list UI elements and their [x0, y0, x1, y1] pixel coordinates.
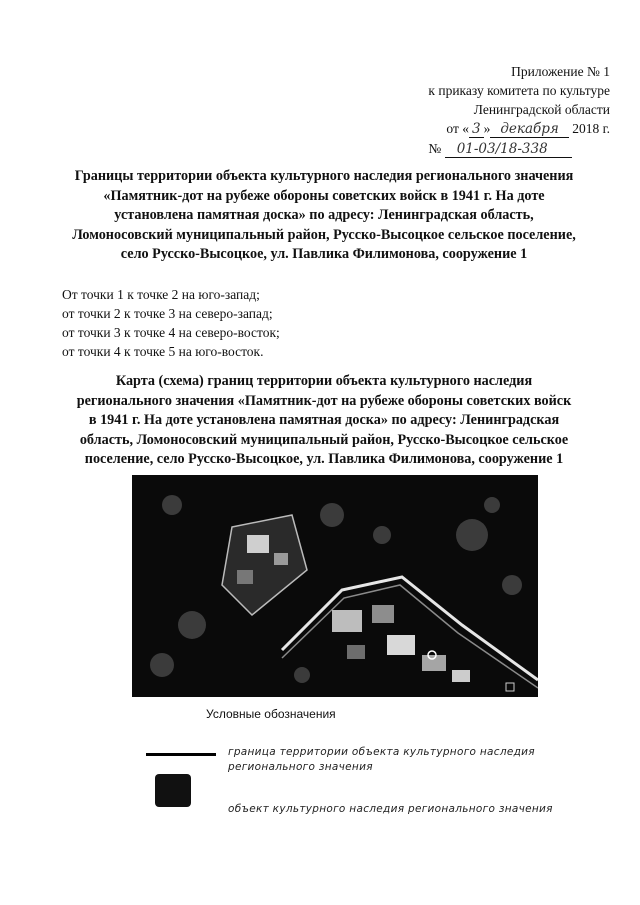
- title-line: Ломоносовский муниципальный район, Русско-Высоцкое сельское поселение,: [72, 226, 576, 243]
- legend-object-label: объект культурного наследия регионального значения: [228, 803, 553, 815]
- map-title-line: поселение, село Русско-Высоцкое, ул. Павлика Филимонова, сооружение 1: [84, 451, 564, 467]
- appendix-order-number: [428, 139, 610, 159]
- legend-boundary-line1: граница территории объекта культурного наследия: [228, 746, 535, 758]
- aerial-map: [132, 475, 538, 697]
- number-prefix: №: [428, 141, 442, 156]
- date-year: 2018 г.: [572, 121, 610, 136]
- map-title-line: область, Ломоносовский муниципальный район, Русско-Высоцкое сельское: [79, 431, 569, 448]
- legend-boundary-label: [228, 745, 535, 775]
- map-title-line: в 1941 г. На доте установлена памятная доска» по адресу: Ленинградская: [88, 412, 560, 428]
- date-month: декабря: [490, 121, 568, 138]
- building: [452, 670, 470, 682]
- list-item: от точки 3 к точке 4 на северо-восток;: [62, 325, 280, 340]
- title-line: Границы территории объекта культурного наследия регионального значения: [74, 168, 574, 184]
- building: [237, 570, 253, 584]
- list-item: От точки 1 к точке 2 на юго-запад;: [62, 287, 260, 302]
- building: [422, 655, 446, 671]
- building: [332, 610, 362, 632]
- appendix-block: [428, 62, 610, 159]
- appendix-region: Ленинградской области: [473, 102, 610, 117]
- boundary-points-list: [62, 285, 280, 361]
- legend-title: Условные обозначения: [206, 707, 336, 721]
- list-item: от точки 4 к точке 5 на юго-восток.: [62, 344, 264, 359]
- appendix-date: [428, 119, 610, 139]
- map-title-line: Карта (схема) границ территории объекта культурного наследия: [115, 373, 533, 389]
- building: [372, 605, 394, 623]
- legend-boundary-line2: регионального значения: [228, 761, 373, 773]
- map-title: [50, 372, 598, 470]
- map-image: [132, 475, 538, 697]
- building: [387, 635, 415, 655]
- document-title: [50, 167, 598, 265]
- building: [347, 645, 365, 659]
- title-line: установлена памятная доска» по адресу: Ленинградская область,: [114, 207, 534, 223]
- appendix-order-ref: к приказу комитета по культуре: [428, 83, 610, 98]
- title-line: «Памятник-дот на рубеже обороны советских войск в 1941 г. На доте: [103, 187, 545, 204]
- list-item: от точки 2 к точке 3 на северо-запад;: [62, 306, 273, 321]
- number-value: 01-03/18-338: [445, 141, 572, 158]
- date-day: 3: [469, 121, 484, 138]
- date-mid: »: [483, 121, 491, 136]
- appendix-number: Приложение № 1: [511, 64, 610, 79]
- building: [274, 553, 288, 565]
- map-title-line: регионального значения «Памятник-дот на рубеже обороны советских войск: [76, 392, 572, 409]
- boundary-line-symbol: [146, 753, 216, 756]
- heritage-object-symbol: [155, 774, 191, 807]
- title-line: село Русско-Высоцкое, ул. Павлика Филимонова, сооружение 1: [120, 246, 528, 262]
- building: [247, 535, 269, 553]
- date-prefix: от «: [446, 121, 470, 136]
